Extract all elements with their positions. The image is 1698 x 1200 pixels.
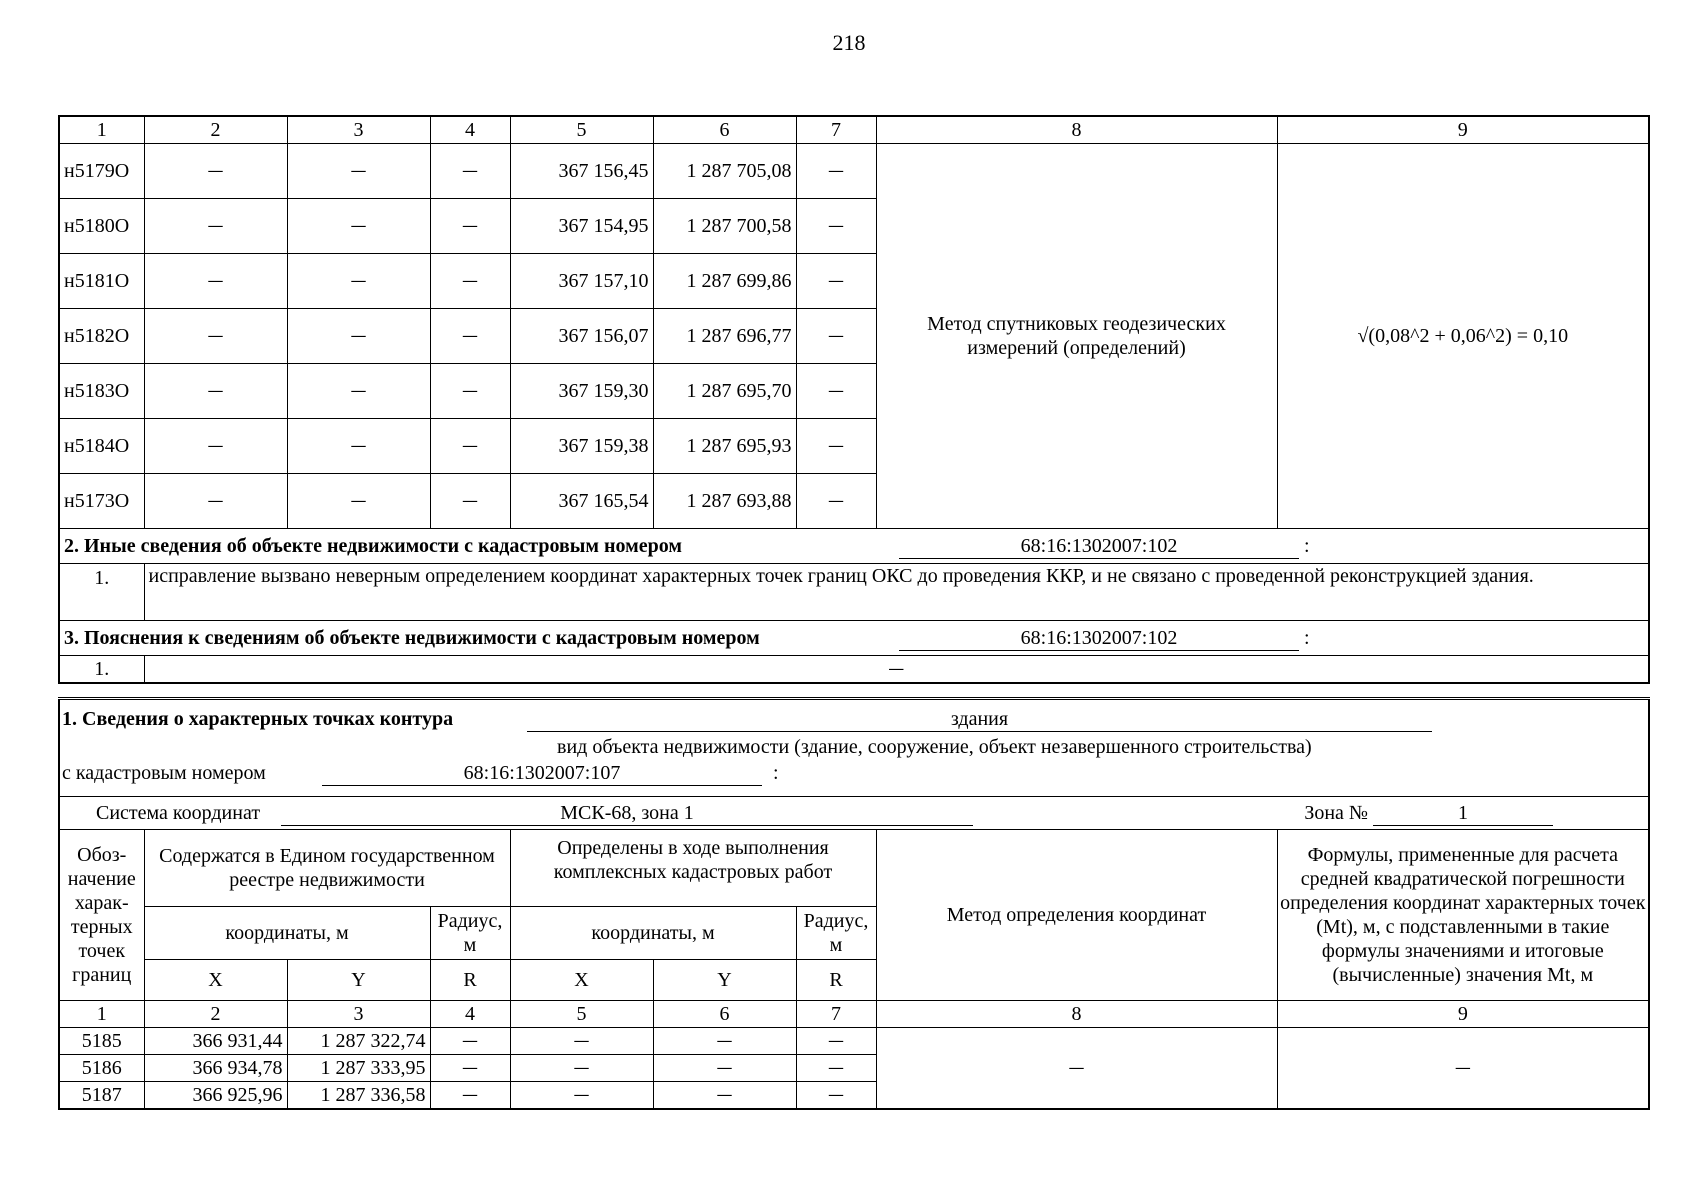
object-type-caption: вид объекта недвижимости (здание, сооружение, объект незавершенного строительства) [557, 736, 1312, 758]
col-number: 2 [144, 1001, 287, 1028]
column-number-row [59, 116, 1649, 144]
col-number: 2 [144, 116, 287, 144]
kkr-x: 367 159,38 [510, 419, 653, 474]
col-number: 1 [59, 116, 144, 144]
method-cell: — [876, 1028, 1277, 1110]
point-name: н5180О [59, 199, 144, 254]
coord-system [59, 797, 1649, 830]
item-number: 1. [59, 564, 144, 621]
egrn-x: — [144, 474, 287, 529]
egrn-y: — [287, 144, 430, 199]
kkr-x: — [510, 1082, 653, 1110]
h-kkr: Определены в ходе выполнения комплексных кадастровых работ [510, 830, 876, 907]
kkr-r: — [796, 1028, 876, 1055]
h-egrn: Содержатся в Едином государственном реестре недвижимости [144, 830, 510, 907]
col-number: 9 [1277, 116, 1649, 144]
egrn-r: — [430, 1055, 510, 1082]
h-coords: координаты, м [144, 907, 430, 960]
col-number: 8 [876, 116, 1277, 144]
point-name: н5173О [59, 474, 144, 529]
col-number: 5 [510, 1001, 653, 1028]
coord-system-value: МСК-68, зона 1 [281, 801, 973, 826]
formula-cell: — [1277, 1028, 1649, 1110]
col-number: 8 [876, 1001, 1277, 1028]
zone-value: 1 [1373, 801, 1553, 826]
kkr-y: 1 287 695,93 [653, 419, 796, 474]
egrn-x: — [144, 199, 287, 254]
kkr-x: 367 157,10 [510, 254, 653, 309]
kkr-x: 367 156,07 [510, 309, 653, 364]
col-number: 7 [796, 116, 876, 144]
colon: : [773, 762, 779, 784]
egrn-r: — [430, 144, 510, 199]
kkr-x: 367 165,54 [510, 474, 653, 529]
egrn-r: — [430, 309, 510, 364]
colon: : [1304, 626, 1310, 649]
egrn-x: — [144, 364, 287, 419]
kkr-r: — [796, 474, 876, 529]
kkr-r: — [796, 309, 876, 364]
col-number: 5 [510, 116, 653, 144]
col-number: 3 [287, 1001, 430, 1028]
kkr-y: 1 287 700,58 [653, 199, 796, 254]
kkr-x: — [510, 1055, 653, 1082]
section2-cadastral: 68:16:1302007:102 [899, 534, 1299, 559]
object-type: здания [527, 707, 1432, 732]
section2-header-row [59, 529, 1649, 564]
colon: : [1304, 534, 1310, 557]
kkr-x: — [510, 1028, 653, 1055]
col-number: 7 [796, 1001, 876, 1028]
cadastral-label: с кадастровым номером [62, 762, 266, 784]
kkr-y: 1 287 695,70 [653, 364, 796, 419]
col-number: 4 [430, 1001, 510, 1028]
table-row [59, 1028, 1649, 1055]
section2-item-row [59, 564, 1649, 621]
cadastral-number: 68:16:1302007:107 [322, 761, 762, 786]
egrn-r: — [430, 1082, 510, 1110]
kkr-y: 1 287 693,88 [653, 474, 796, 529]
egrn-y: 1 287 336,58 [287, 1082, 430, 1110]
h-coords: координаты, м [510, 907, 796, 960]
section3-header [59, 621, 1649, 656]
section3-header-row [59, 621, 1649, 656]
kkr-r: — [796, 199, 876, 254]
point-name: н5182О [59, 309, 144, 364]
egrn-y: — [287, 364, 430, 419]
kkr-y: 1 287 696,77 [653, 309, 796, 364]
egrn-y: 1 287 333,95 [287, 1055, 430, 1082]
section3-item-row [59, 656, 1649, 684]
egrn-r: — [430, 199, 510, 254]
kkr-y: 1 287 699,86 [653, 254, 796, 309]
point-name: 5186 [59, 1055, 144, 1082]
egrn-y: — [287, 199, 430, 254]
section1-header-row [59, 699, 1649, 797]
kkr-y: — [653, 1028, 796, 1055]
h-y: Y [287, 960, 430, 1001]
point-name: н5184О [59, 419, 144, 474]
egrn-x: 366 931,44 [144, 1028, 287, 1055]
kkr-r: — [796, 1082, 876, 1110]
egrn-r: — [430, 1028, 510, 1055]
point-name: 5185 [59, 1028, 144, 1055]
col-number: 1 [59, 1001, 144, 1028]
kkr-r: — [796, 419, 876, 474]
kkr-r: — [796, 364, 876, 419]
h-point: Обоз-начение харак-терных точек границ [59, 830, 144, 1001]
egrn-y: — [287, 419, 430, 474]
point-name: 5187 [59, 1082, 144, 1110]
h-r: R [796, 960, 876, 1001]
egrn-r: — [430, 419, 510, 474]
section1-title: 1. Сведения о характерных точках контура [62, 708, 454, 730]
coord-system-row [59, 797, 1649, 830]
kkr-r: — [796, 144, 876, 199]
section3-item-text: — [144, 656, 1649, 684]
h-r: R [430, 960, 510, 1001]
section2-title: 2. Иные сведения об объекте недвижимости с кадастровым номером [64, 534, 683, 557]
kkr-y: 1 287 705,08 [653, 144, 796, 199]
egrn-y: — [287, 309, 430, 364]
h-x: X [144, 960, 287, 1001]
formula-cell: √(0,08^2 + 0,06^2) = 0,10 [1277, 144, 1649, 529]
h-radius: Радиус, м [796, 907, 876, 960]
egrn-r: — [430, 474, 510, 529]
h-y: Y [653, 960, 796, 1001]
col-number: 6 [653, 1001, 796, 1028]
point-name: н5181О [59, 254, 144, 309]
method-cell: Метод спутниковых геодезических измерений (определений) [876, 144, 1277, 529]
h-x: X [510, 960, 653, 1001]
col-number: 9 [1277, 1001, 1649, 1028]
kkr-r: — [796, 254, 876, 309]
egrn-r: — [430, 364, 510, 419]
kkr-x: 367 159,30 [510, 364, 653, 419]
table-row [59, 144, 1649, 199]
col-number: 3 [287, 116, 430, 144]
item-number: 1. [59, 656, 144, 684]
col-number: 4 [430, 116, 510, 144]
section3-cadastral: 68:16:1302007:102 [899, 626, 1299, 651]
egrn-x: — [144, 309, 287, 364]
points-table [58, 697, 1650, 1110]
egrn-y: — [287, 474, 430, 529]
egrn-r: — [430, 254, 510, 309]
egrn-x: 366 925,96 [144, 1082, 287, 1110]
egrn-x: — [144, 144, 287, 199]
section2-item-text: исправление вызвано неверным определением координат характерных точек границ ОКС до проведения ККР, и не связано с проведенной реконструкцией здания. [144, 564, 1649, 621]
section1-header [59, 699, 1649, 797]
kkr-y: — [653, 1082, 796, 1110]
egrn-y: 1 287 322,74 [287, 1028, 430, 1055]
kkr-y: — [653, 1055, 796, 1082]
egrn-x: — [144, 419, 287, 474]
header-row-1 [59, 830, 1649, 907]
point-name: н5179О [59, 144, 144, 199]
h-method: Метод определения координат [876, 830, 1277, 1001]
egrn-x: — [144, 254, 287, 309]
kkr-r: — [796, 1055, 876, 1082]
egrn-y: — [287, 254, 430, 309]
section3-title: 3. Пояснения к сведениям об объекте недвижимости с кадастровым номером [64, 626, 760, 649]
egrn-x: 366 934,78 [144, 1055, 287, 1082]
section2-header [59, 529, 1649, 564]
point-name: н5183О [59, 364, 144, 419]
points-table-continued [58, 115, 1650, 684]
kkr-x: 367 156,45 [510, 144, 653, 199]
coord-system-label: Система координат [96, 801, 261, 824]
h-formula: Формулы, примененные для расчета средней квадратической погрешности определения координат характерных точек (Mt), м, с подставленными в такие формулы значениями и итоговые (вычисленные) значения Mt, м [1277, 830, 1649, 1001]
column-number-row [59, 1001, 1649, 1028]
kkr-x: 367 154,95 [510, 199, 653, 254]
col-number: 6 [653, 116, 796, 144]
h-radius: Радиус, м [430, 907, 510, 960]
page-number: 218 [832, 30, 866, 55]
zone-label: Зона № [1304, 801, 1368, 824]
